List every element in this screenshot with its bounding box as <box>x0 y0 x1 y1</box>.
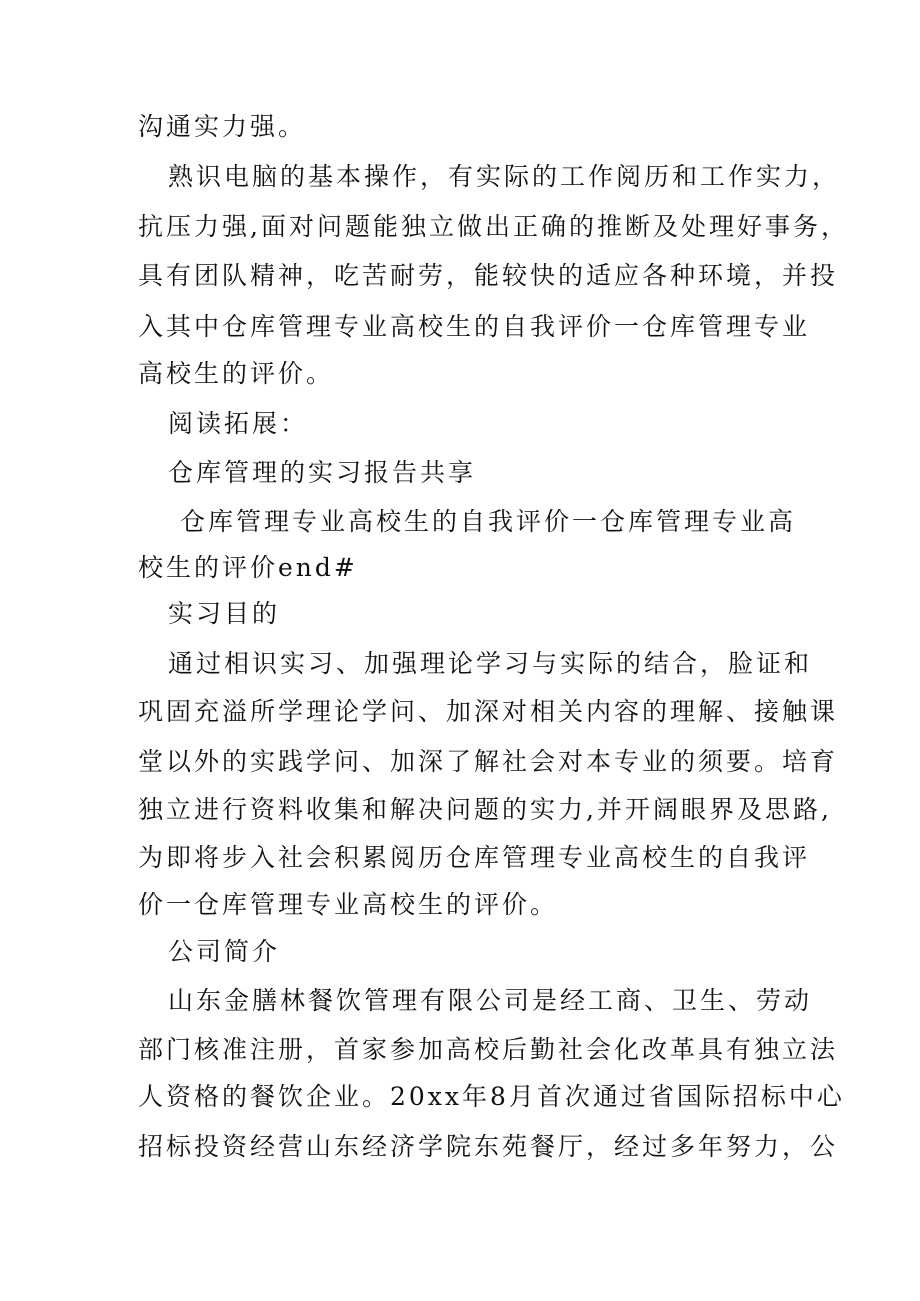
body-text-line: 为即将步入社会积累阅历仓库管理专业高校生的自我评 <box>138 843 811 872</box>
body-text-line: 价一仓库管理专业高校生的评价。 <box>138 890 559 919</box>
body-text-line: 具有团队精神，吃苦耐劳，能较快的适应各种环境，并投 <box>138 261 839 290</box>
paragraph-first-line: 山东金膳林餐饮管理有限公司是经工商、卫生、劳动 <box>168 986 813 1015</box>
body-text-line: 高校生的评价。 <box>138 359 335 388</box>
body-text-line: 沟通实力强。 <box>138 112 307 141</box>
body-text-line: 校生的评价end# <box>138 553 358 582</box>
paragraph-first-line: 仓库管理专业高校生的自我评价一仓库管理专业高 <box>180 507 797 536</box>
body-text-line: 招标投资经营山东经济学院东苑餐厅，经过多年努力，公 <box>138 1132 839 1161</box>
body-text-line: 堂以外的实践学问、加深了解社会对本专业的须要。培育 <box>138 747 839 776</box>
article-title: 仓库管理的实习报告共享 <box>168 458 477 487</box>
section-heading-reading-extension: 阅读拓展： <box>168 409 309 438</box>
body-text-line: 独立进行资料收集和解决问题的实力,并开阔眼界及思路, <box>138 795 832 824</box>
body-text-line: 抗压力强,面对问题能独立做出正确的推断及处理好事务， <box>138 212 849 241</box>
body-text-line: 部门核准注册，首家参加高校后勤社会化改革具有独立法 <box>138 1035 839 1064</box>
paragraph-first-line: 通过相识实习、加强理论学习与实际的结合，脸证和 <box>168 649 813 678</box>
body-text-line: 巩固充溢所学理论学问、加深对相关内容的理解、接触课 <box>138 697 839 726</box>
section-heading-internship-purpose: 实习目的 <box>168 599 281 628</box>
paragraph-first-line: 熟识电脑的基本操作，有实际的工作阅历和工作实力， <box>168 162 841 191</box>
body-text-line: 入其中仓库管理专业高校生的自我评价一仓库管理专业 <box>138 312 811 341</box>
section-heading-company-profile: 公司简介 <box>168 937 281 966</box>
body-text-line: 人资格的餐饮企业。20xx年8月首次通过省国际招标中心 <box>138 1082 845 1111</box>
